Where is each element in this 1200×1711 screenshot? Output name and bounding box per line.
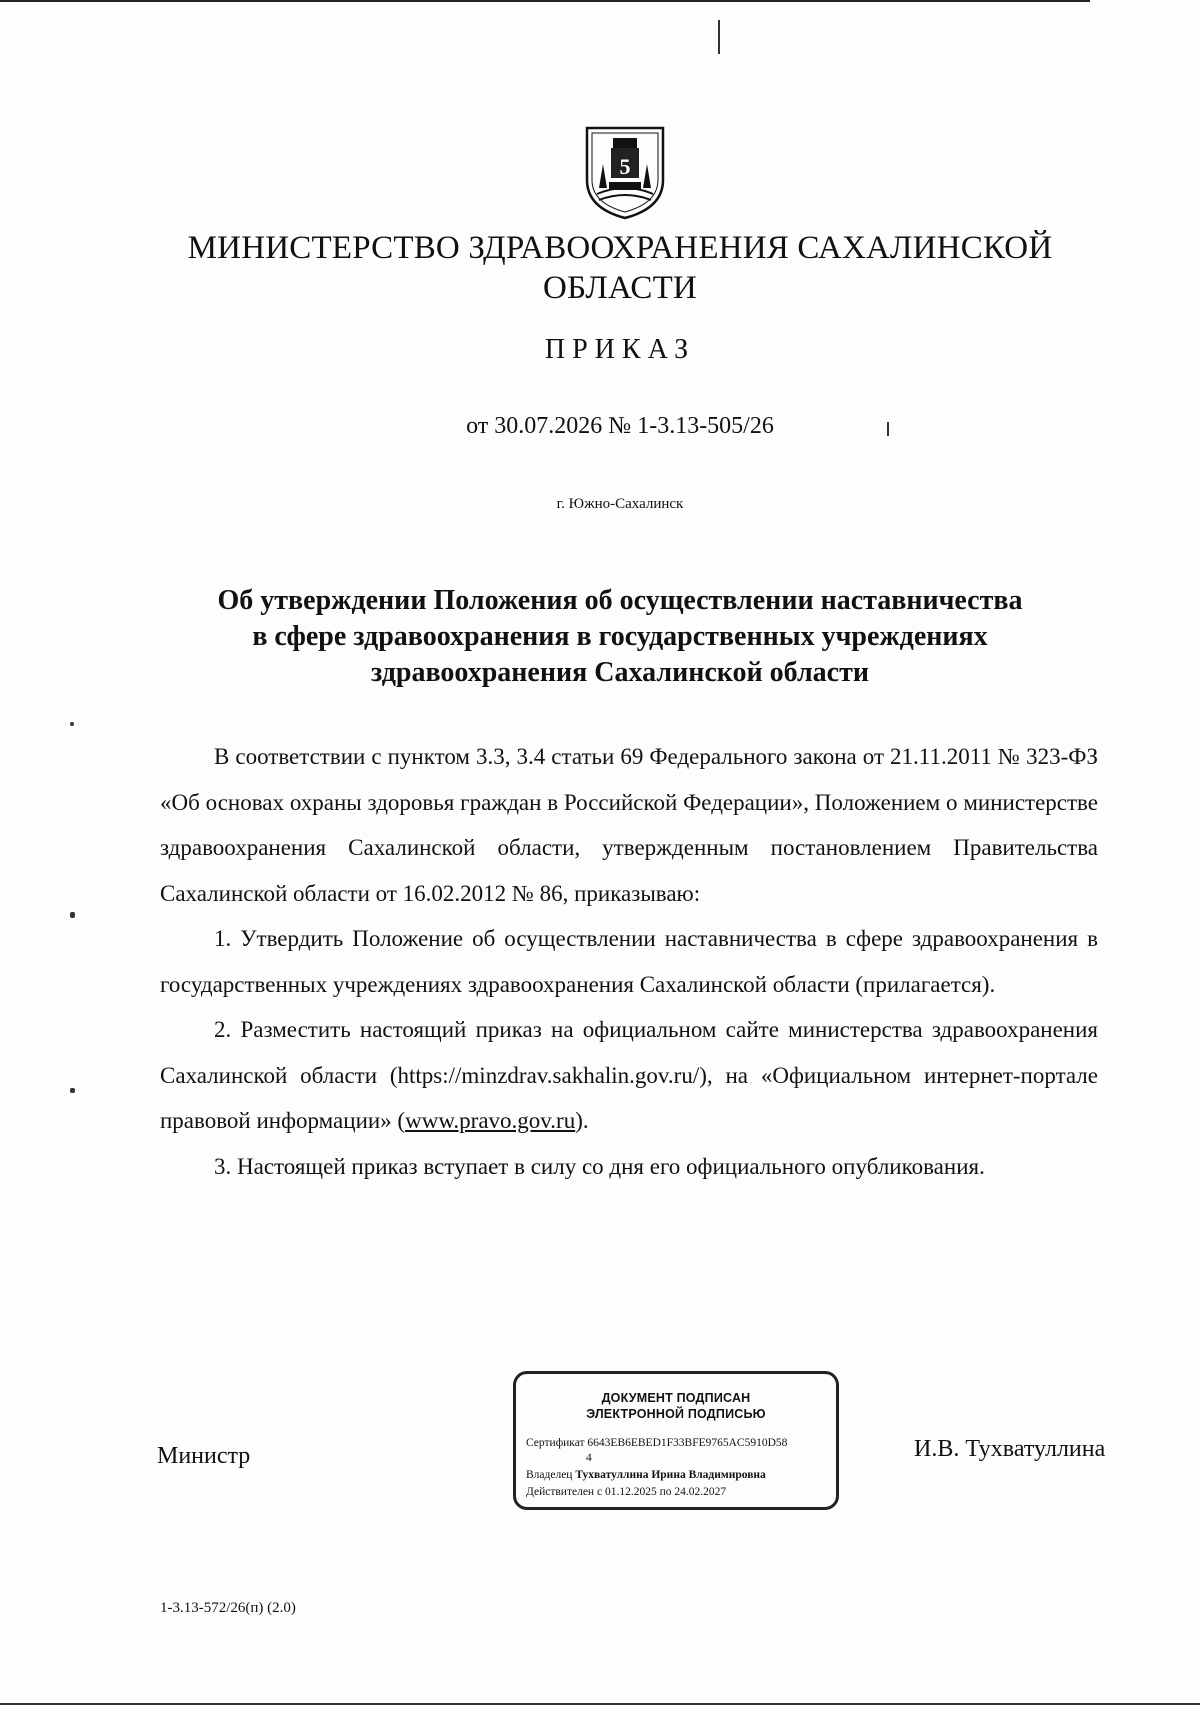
item-2-tail: ).: [575, 1108, 589, 1133]
order-body: [160, 734, 1098, 1189]
item-2-text: 2. Разместить настоящий приказ на официальном сайте министерства здравоохранения Сахалинской области (https://minzdrav.sakhalin.gov.ru/), на «Официальном интернет-портале правовой информации» (: [160, 1017, 1098, 1133]
stamp-heading-line1: ДОКУМЕНТ ПОДПИСАН: [601, 1391, 751, 1405]
preamble-paragraph: В соответствии с пунктом 3.3, 3.4 статьи 69 Федерального закона от 21.11.2011 № 323-ФЗ «Об основах охраны здоровья граждан в Российской Федерации», Положением о министерстве здравоохранения Сахалинской области, утвержденным постановлением Правительства Сахалинской области от 16.02.2012 № 86, приказываю:: [160, 744, 1098, 906]
scan-mark: [70, 912, 75, 918]
order-subject: [150, 583, 1090, 691]
order-subject-line2: в сфере здравоохранения в государственных учреждениях: [252, 621, 988, 652]
pravo-link[interactable]: www.pravo.gov.ru: [405, 1108, 576, 1133]
svg-text:5: 5: [619, 154, 631, 179]
stamp-owner-value: Тухватуллина Ирина Владимировна: [575, 1469, 766, 1481]
scan-edge-top: [0, 0, 1090, 2]
stamp-validity: Действителен с 01.12.2025 по 24.02.2027: [526, 1486, 727, 1498]
stamp-certificate-tail: 4: [586, 1452, 592, 1464]
scan-mark: [70, 1088, 75, 1093]
stamp-certificate-label: Сертификат: [526, 1437, 585, 1449]
item-3-paragraph: 3. Настоящей приказ вступает в силу со дня его официального опубликования.: [214, 1153, 985, 1179]
ministry-title: [150, 228, 1090, 308]
stamp-heading-line2: ЭЛЕКТРОННОЙ ПОДПИСЬЮ: [586, 1407, 766, 1421]
scan-mark: [718, 20, 720, 54]
stamp-owner: [526, 1468, 826, 1483]
stamp-certificate-value: 6643EB6EBED1F33BFE9765AC5910D58: [587, 1437, 788, 1449]
stamp-owner-label: Владелец: [526, 1469, 573, 1481]
signatory-name: И.В. Тухватуллина: [914, 1436, 1106, 1462]
ministry-title-line2: ОБЛАСТИ: [543, 270, 697, 306]
scan-edge-bottom: [0, 1703, 1200, 1705]
stamp-certificate: [526, 1436, 826, 1466]
signatory-position: Министр: [157, 1443, 251, 1469]
order-title: ПРИКАЗ: [544, 334, 696, 365]
stamp-heading: [526, 1390, 826, 1422]
document-code: 1-3.13-572/26(п) (2.0): [160, 1600, 296, 1616]
order-subject-line3: здравоохранения Сахалинской области: [371, 657, 869, 688]
ministry-title-line1: МИНИСТЕРСТВО ЗДРАВООХРАНЕНИЯ САХАЛИНСКОЙ: [187, 230, 1053, 266]
order-number: от 30.07.2026 № 1-3.13-505/26: [466, 413, 774, 439]
electronic-signature-stamp: [513, 1371, 839, 1510]
item-2-paragraph: [160, 1007, 1098, 1144]
scan-mark: [70, 722, 74, 726]
order-city: г. Южно-Сахалинск: [556, 496, 684, 512]
item-1-paragraph: 1. Утвердить Положение об осуществлении наставничества в сфере здравоохранения в государственных учреждениях здравоохранения Сахалинской области (прилагается).: [160, 926, 1098, 997]
order-subject-line1: Об утверждении Положения об осуществлении наставничества: [217, 585, 1023, 616]
coat-of-arms-icon: [583, 124, 667, 220]
